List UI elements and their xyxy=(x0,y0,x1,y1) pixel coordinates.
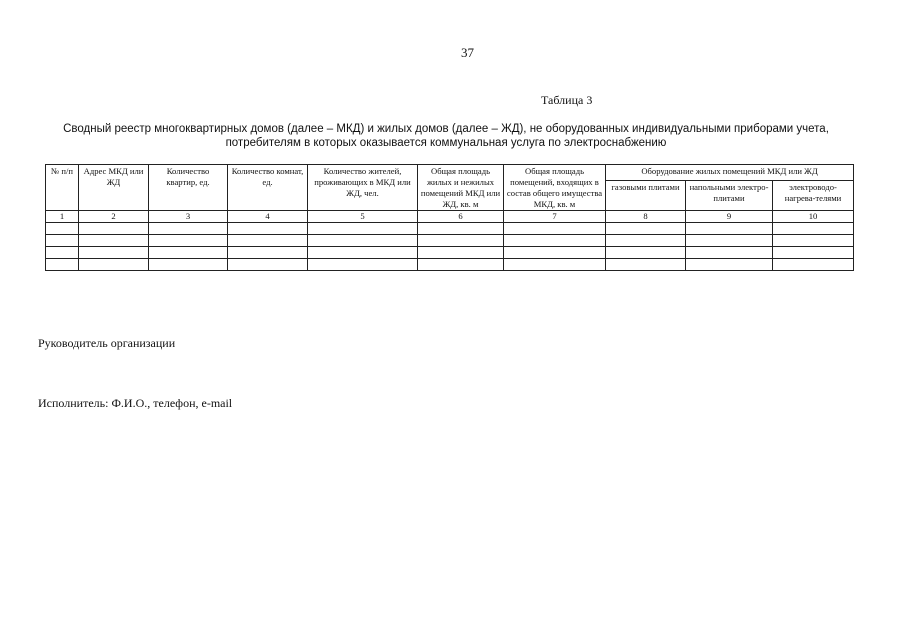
col-header-apartments: Количество квартир, ед. xyxy=(149,165,228,211)
column-number: 6 xyxy=(418,211,504,223)
title-line-1: Сводный реестр многоквартирных домов (далее – МКД) и жилых домов (далее – ЖД), не оборудованных индивидуальными приборами учета, xyxy=(63,123,829,135)
column-number-row xyxy=(46,211,854,223)
column-number: 1 xyxy=(46,211,79,223)
column-number: 2 xyxy=(79,211,149,223)
column-number: 10 xyxy=(773,211,854,223)
col-header-water-heaters: электроводо-нагрева-телями xyxy=(773,181,854,211)
column-number: 9 xyxy=(686,211,773,223)
table-row xyxy=(46,235,854,247)
column-number: 4 xyxy=(228,211,308,223)
executor-label: Исполнитель: Ф.И.О., телефон, e-mail xyxy=(38,396,233,410)
head-of-organization-label: Руководитель организации xyxy=(38,336,176,350)
column-number: 5 xyxy=(308,211,418,223)
table-label: Таблица 3 xyxy=(541,93,593,107)
col-header-number: № п/п xyxy=(46,165,79,211)
column-number: 3 xyxy=(149,211,228,223)
column-number: 7 xyxy=(504,211,606,223)
column-number: 8 xyxy=(606,211,686,223)
col-header-equipment: Оборудование жилых помещений МКД или ЖД xyxy=(606,165,854,181)
col-header-common-area: Общая площадь помещений, входящих в состав общего имущества МКД, кв. м xyxy=(504,165,606,211)
registry-table xyxy=(45,164,854,271)
col-header-total-area: Общая площадь жилых и нежилых помещений МКД или ЖД, кв. м xyxy=(418,165,504,211)
table-row xyxy=(46,223,854,235)
col-header-gas-stoves: газовыми плитами xyxy=(606,181,686,211)
col-header-residents: Количество жителей, проживающих в МКД или ЖД, чел. xyxy=(308,165,418,211)
page-number: 37 xyxy=(461,45,474,60)
title-line-2: потребителям в которых оказывается коммунальная услуга по электроснабжению xyxy=(225,137,667,149)
table-row xyxy=(46,247,854,259)
header-row xyxy=(46,165,854,181)
col-header-address: Адрес МКД или ЖД xyxy=(79,165,149,211)
col-header-electric-stoves: напольными электро-плитами xyxy=(686,181,773,211)
table-row xyxy=(46,259,854,271)
col-header-rooms: Количество комнат, ед. xyxy=(228,165,308,211)
document-title xyxy=(40,122,852,150)
